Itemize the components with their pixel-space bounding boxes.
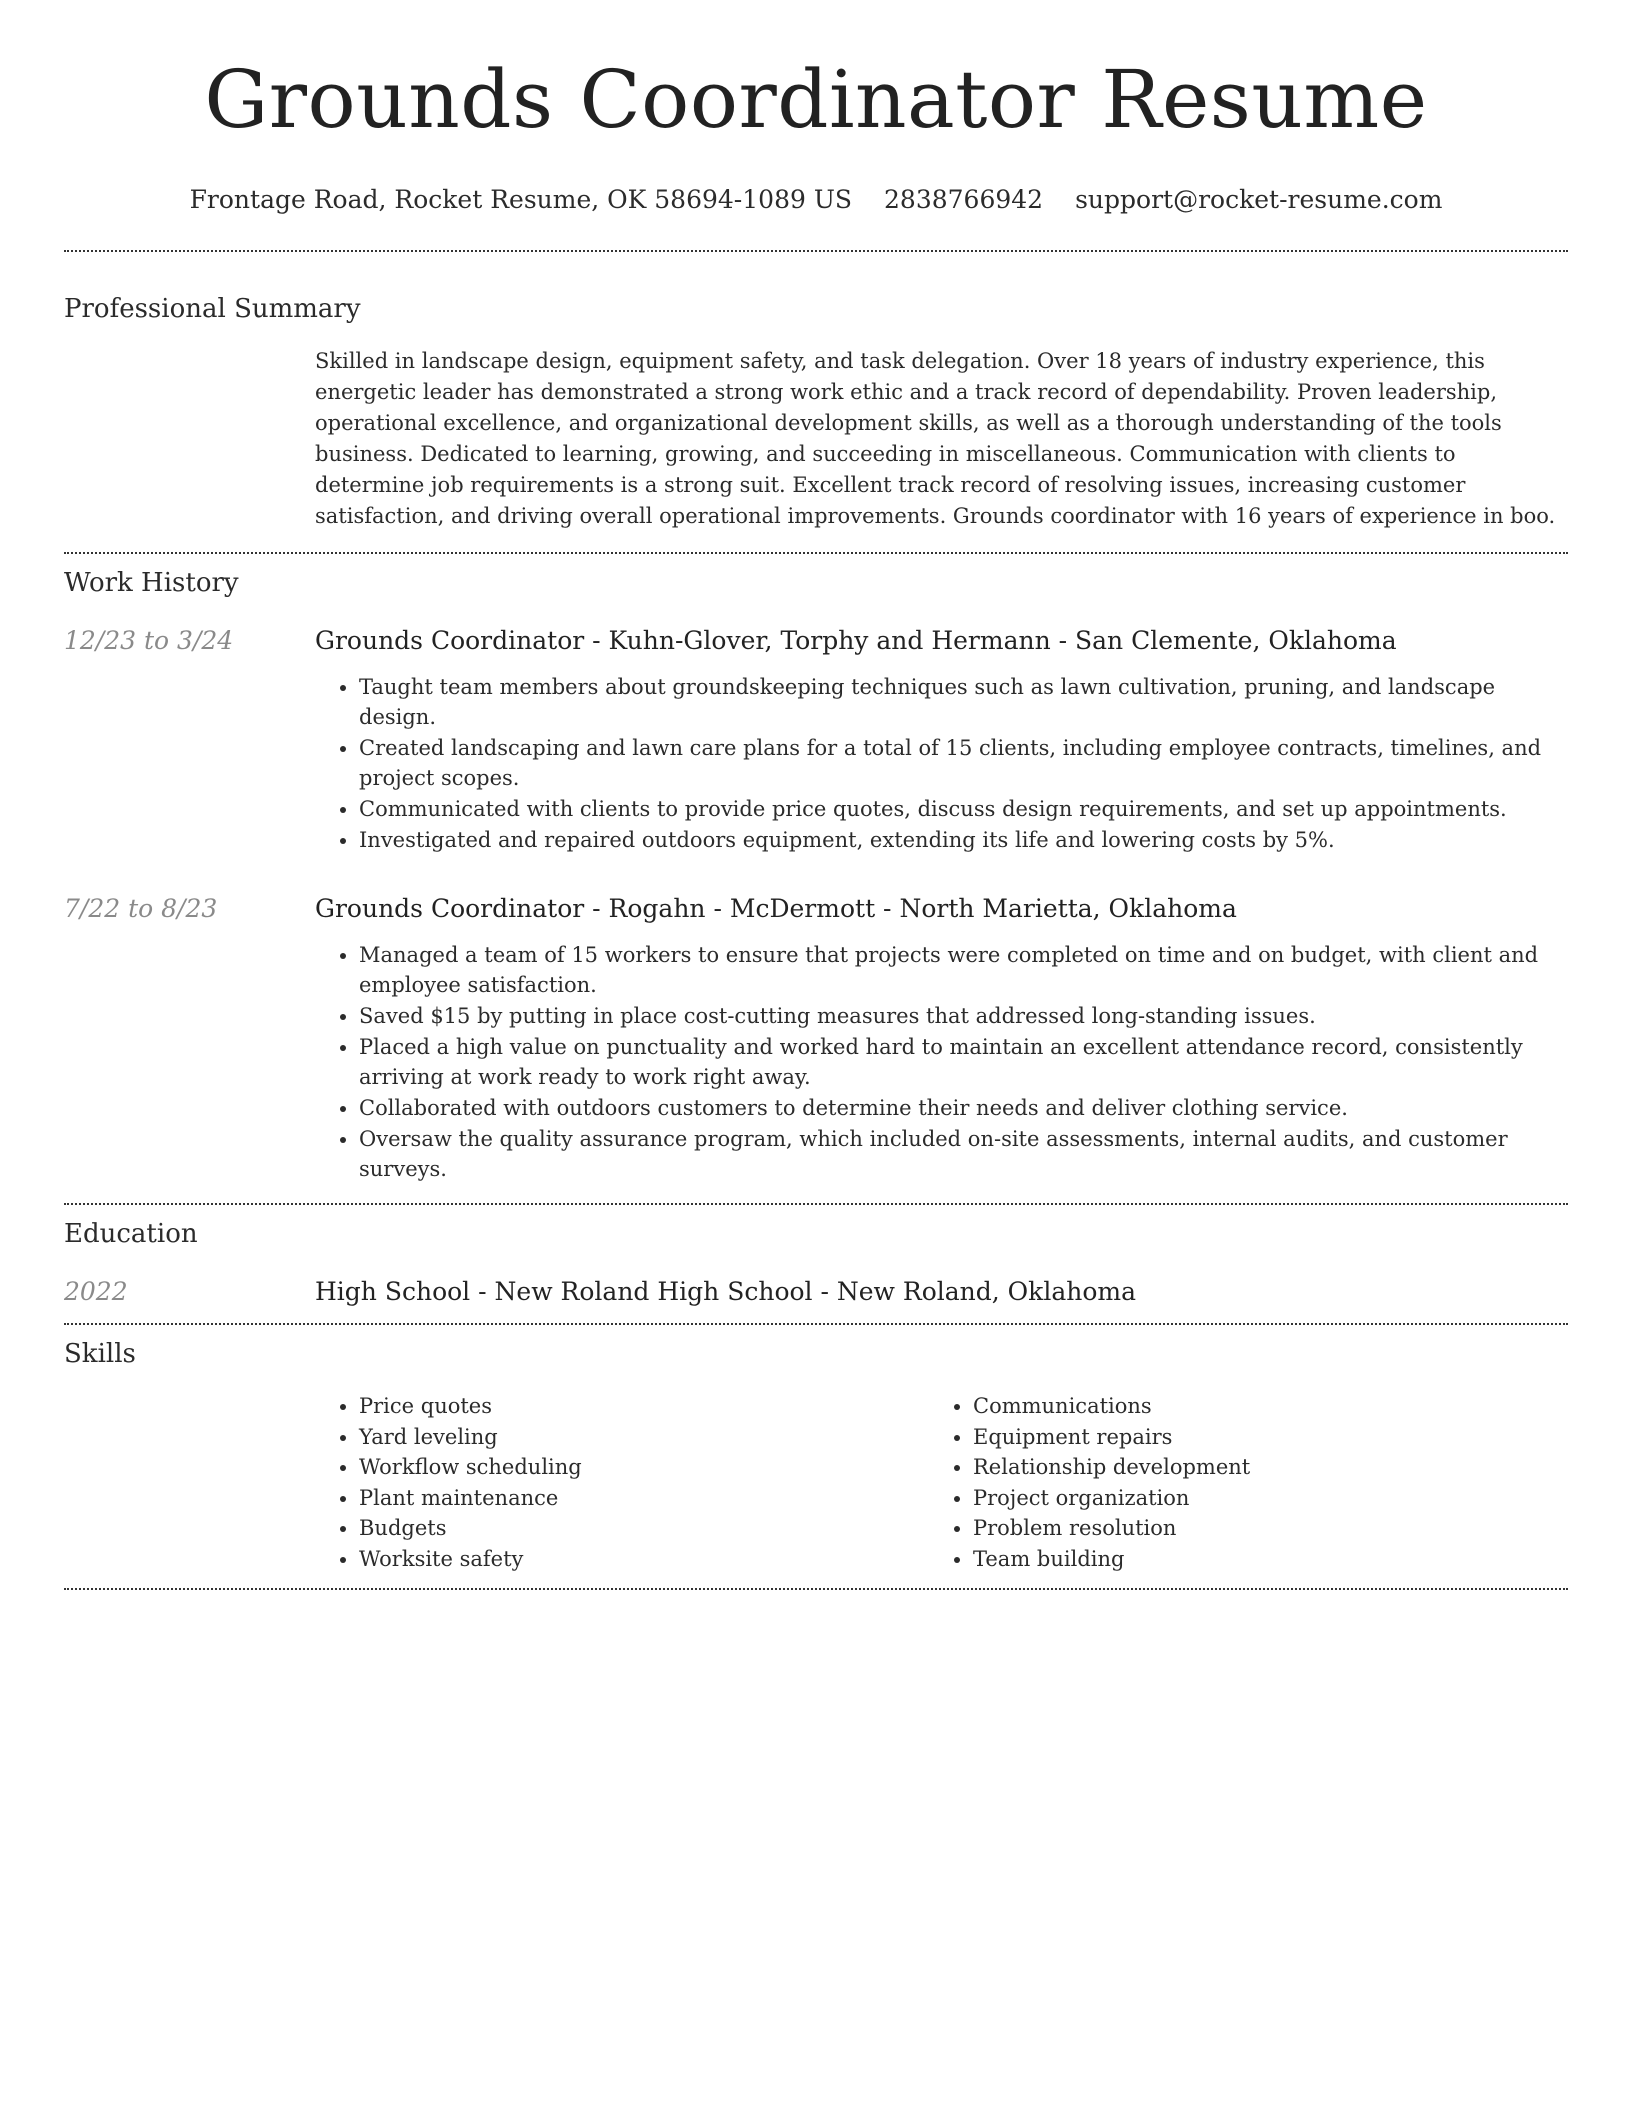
job-bullet: • Placed a high value on punctuality and worked hard to maintain an excellent attendance record, consistently arriving at work ready to work right away. (359, 1032, 1568, 1092)
job-role: Grounds Coordinator (315, 626, 585, 655)
education-section (64, 1205, 1568, 1323)
job-bullet: • Saved $15 by putting in place cost-cutting measures that addressed long-standing issues. (359, 1001, 1568, 1031)
skill-item: • Equipment repairs (973, 1422, 1568, 1453)
skill-item: • Worksite safety (359, 1544, 929, 1575)
section-divider (64, 1588, 1568, 1590)
job-bullet: • Managed a team of 15 workers to ensure that projects were completed on time and on budget, with client and employee satisfaction. (359, 940, 1568, 1000)
job-entry (64, 624, 1568, 856)
summary-heading: Professional Summary (64, 294, 361, 324)
work-history-section (64, 554, 1568, 1203)
contact-phone: 2838766942 (884, 185, 1044, 214)
job-body (315, 624, 1568, 856)
job-heading (315, 892, 1568, 926)
skill-item: • Price quotes (359, 1391, 929, 1422)
summary-text: Skilled in landscape design, equipment safety, and task delegation. Over 18 years of industry experience, this energetic leader has demonstrated a strong work ethic and a track record of dependability. Proven leadership, operational excellence, and organizational development skills, as well as a thorough understanding of the tools business. Dedicated to learning, growing, and succeeding in miscellaneous. Communication with clients to determine job requirements is a strong suit. Excellent track record of resolving issues, increasing customer satisfaction, and driving overall operational improvements. Grounds coordinator with 16 years of experience in boo. (315, 349, 1556, 528)
skill-item: • Workflow scheduling (359, 1452, 929, 1483)
skills-section (64, 1325, 1568, 1588)
skills-column-right (929, 1391, 1568, 1574)
skill-item: • Budgets (359, 1513, 929, 1544)
contact-email: support@rocket-resume.com (1075, 185, 1443, 214)
job-bullet: • Taught team members about groundskeeping techniques such as lawn cultivation, pruning, and landscape design. (359, 672, 1568, 732)
job-body (315, 892, 1568, 1185)
skills-column-left (315, 1391, 929, 1574)
education-heading-line (315, 1275, 1136, 1309)
job-bullet: • Oversaw the quality assurance program, which included on-site assessments, internal audits, and customer surveys. (359, 1124, 1568, 1184)
skill-item: • Plant maintenance (359, 1483, 929, 1514)
job-heading (315, 624, 1568, 658)
contact-address: Frontage Road, Rocket Resume, OK 58694-1089 US (189, 185, 853, 214)
resume-title: Grounds Coordinator Resume (204, 53, 1428, 146)
skills-heading: Skills (64, 1339, 136, 1369)
education-heading: Education (64, 1219, 198, 1249)
resume-header (64, 0, 1568, 216)
job-bullets (315, 672, 1568, 855)
job-details: - Rogahn - McDermott - North Marietta, Oklahoma (584, 894, 1237, 923)
skill-item: • Team building (973, 1544, 1568, 1575)
job-bullet: • Investigated and repaired outdoors equipment, extending its life and lowering costs by 5%. (359, 825, 1568, 855)
education-details: - New Roland High School - New Roland, Oklahoma (470, 1277, 1136, 1306)
education-year: 2022 (64, 1277, 128, 1306)
job-dates: 12/23 to 3/24 (64, 626, 234, 655)
work-history-heading: Work History (64, 568, 239, 598)
skill-item: • Project organization (973, 1483, 1568, 1514)
job-bullets (315, 940, 1568, 1184)
job-bullet: • Created landscaping and lawn care plans for a total of 15 clients, including employee contracts, timelines, and project scopes. (359, 733, 1568, 793)
skill-item: • Communications (973, 1391, 1568, 1422)
job-entry (64, 892, 1568, 1185)
job-role: Grounds Coordinator (315, 894, 585, 923)
job-dates: 7/22 to 8/23 (64, 894, 218, 923)
skills-grid (315, 1391, 1568, 1574)
skill-item: • Problem resolution (973, 1513, 1568, 1544)
education-degree: High School (315, 1277, 471, 1306)
contact-line (64, 184, 1568, 216)
skill-item: • Yard leveling (359, 1422, 929, 1453)
education-entry (64, 1275, 1568, 1309)
summary-section (64, 252, 1568, 552)
job-details: - Kuhn-Glover, Torphy and Hermann - San Clemente, Oklahoma (584, 626, 1397, 655)
skill-item: • Relationship development (973, 1452, 1568, 1483)
job-bullet: • Communicated with clients to provide price quotes, discuss design requirements, and set up appointments. (359, 794, 1568, 824)
job-bullet: • Collaborated with outdoors customers to determine their needs and deliver clothing service. (359, 1093, 1568, 1123)
